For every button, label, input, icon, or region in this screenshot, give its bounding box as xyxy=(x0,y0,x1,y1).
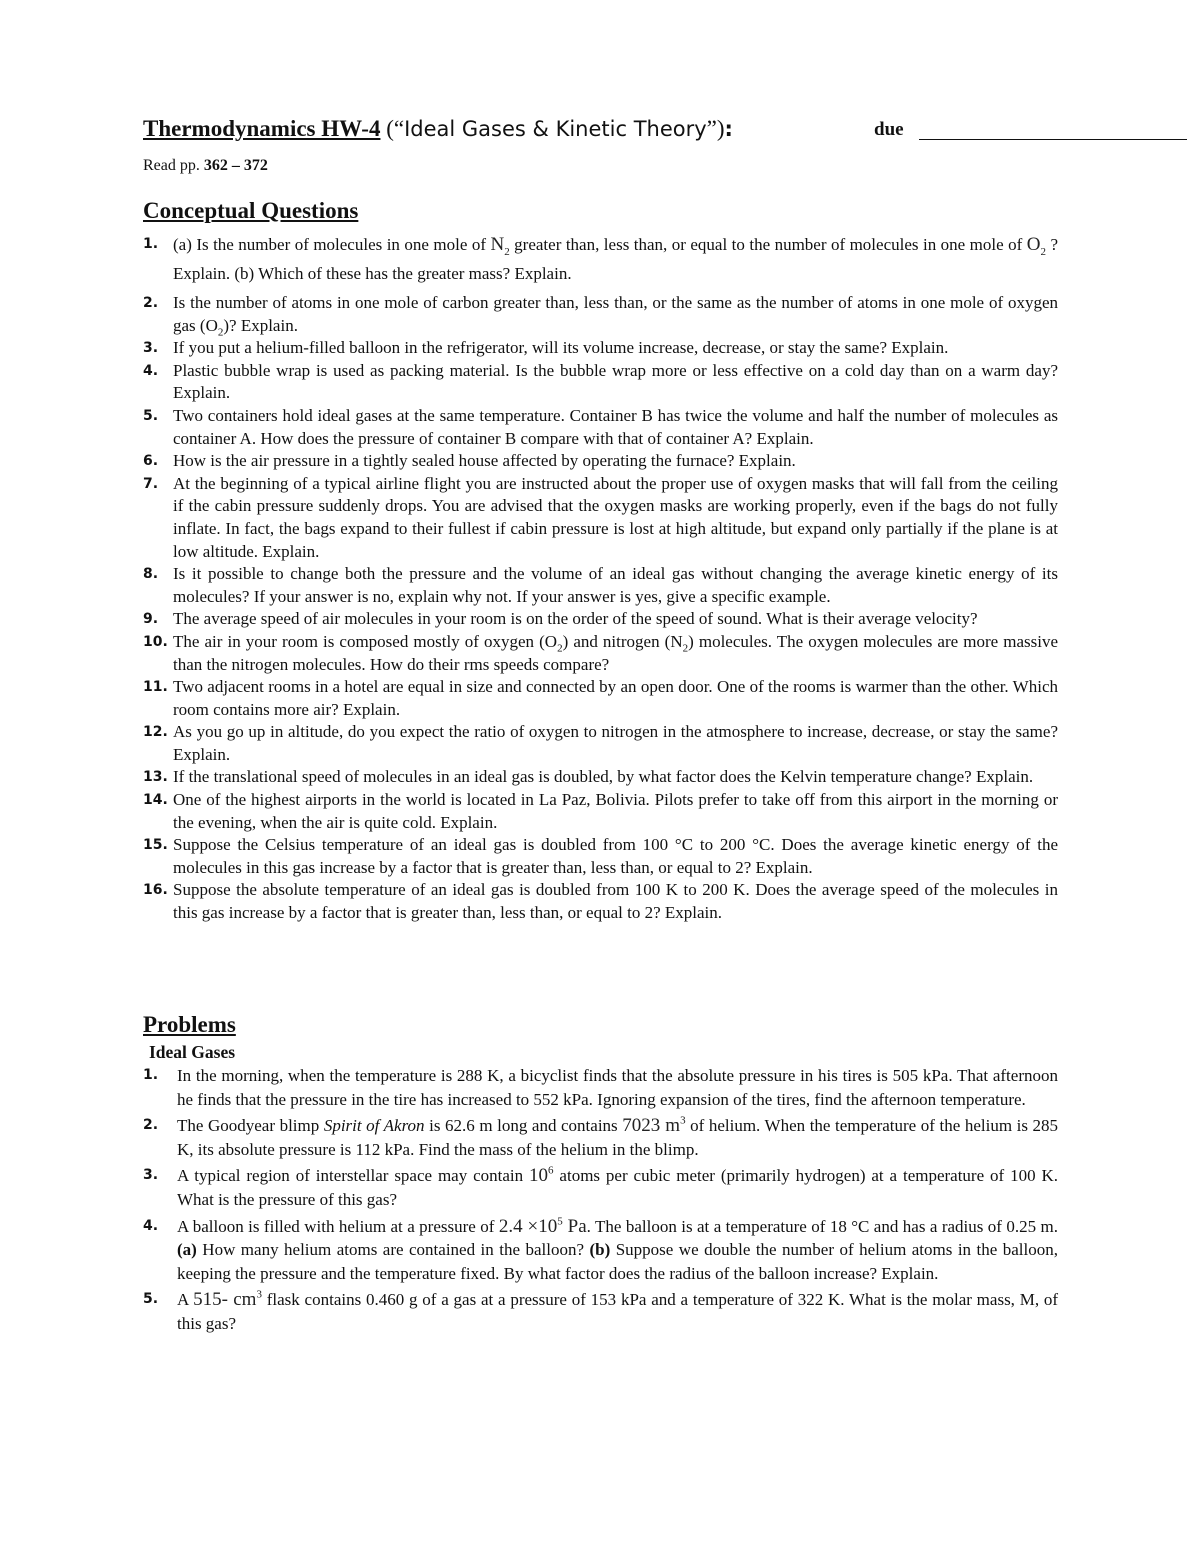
question-number: 10. xyxy=(143,633,168,650)
question-number: 14. xyxy=(143,792,168,809)
question-number: 13. xyxy=(143,769,168,786)
question-number: 4. xyxy=(143,362,159,379)
problem-list xyxy=(143,1064,1058,1336)
due-date-blank xyxy=(919,139,1187,140)
question-number: 11. xyxy=(143,679,168,696)
conceptual-question: 6. How is the air pressure in a tightly sealed house affected by operating the furnace? Explain. xyxy=(143,450,1058,473)
question-number: 15. xyxy=(143,837,168,854)
reading-assignment xyxy=(143,157,268,175)
flask-volume: 515- $cm^3$ xyxy=(193,1289,262,1311)
problem-number: 5. xyxy=(143,1291,159,1308)
title-open: (“ xyxy=(380,116,405,141)
problem-item: 1. In the morning, when the temperature is 288 K, a bicyclist finds that the absolute pressure in his tires is 505 kPa. That afternoon he finds that the pressure in the tire has increased to 552 kPa. Ignoring expansion of the tires, find the afternoon temperature. xyxy=(143,1066,1058,1109)
conceptual-question: 10. The air in your room is composed mostly of oxygen $(O_2)$ and nitrogen $(N_2)$ molecules. The oxygen molecules are more massive than the nitrogen molecules. How do their rms speeds compare? xyxy=(143,631,1059,674)
problem-number: 1. xyxy=(143,1067,159,1083)
conceptual-question: 3. If you put a helium-filled balloon in the refrigerator, will its volume increase, decrease, or stay the same? Explain. xyxy=(143,337,1058,360)
n2-formula: $N_2$ xyxy=(490,234,510,258)
conceptual-question: 1. (a) Is the number of molecules in one mole of $N_2$ greater than, less than, or equal to the number of molecules in one mole of $O_2$ ? Explain. (b) Which of these has the greater mass? Explain. xyxy=(143,230,1058,288)
question-number: 9. xyxy=(143,611,159,628)
problem-item: 4. A balloon is filled with helium at a pressure of $2.4 \times 10^5$ Pa. The balloon is at a temperature of 18 °C and has a radius of 0.25 m. (a) How many helium atoms are contained in the balloon? (b) Suppose we double the number of helium atoms in the balloon, keeping the pressure and the temperature fixed. By what factor does the radius of the balloon increase? Explain. xyxy=(143,1215,1059,1283)
o2-formula: $O_2$ xyxy=(1026,234,1046,258)
page-title xyxy=(143,116,1063,148)
conceptual-question: 16. Suppose the absolute temperature of an ideal gas is doubled from 100 K to 200 K. Does the average speed of the molecules in this gas increase by a factor that is greater than, less than, or equal to 2? Explain. xyxy=(143,880,1058,923)
question-number: 6. xyxy=(143,453,159,470)
conceptual-question: 12. As you go up in altitude, do you expect the ratio of oxygen to nitrogen in the atmosphere to increase, decrease, or stay the same? Explain. xyxy=(143,722,1058,764)
problem-item: 3. A typical region of interstellar space may contain $10^6$ atoms per cubic meter (primarily hydrogen) at a temperature of 100 K. What is the pressure of this gas? xyxy=(143,1165,1058,1209)
problem-item: 2. The Goodyear blimp Spirit of Akron is 62.6 m long and contains 7023 $m^3$ of helium. When the temperature of the helium is 285 K, its absolute pressure is 112 kPa. Find the mass of the helium in the blimp. xyxy=(143,1114,1058,1159)
question-number: 16. xyxy=(143,882,168,899)
question-number: 7. xyxy=(143,475,159,492)
balloon-pressure: $2.4 \times 10^5$ Pa xyxy=(498,1215,587,1237)
reading-prefix: Read pp. xyxy=(143,157,204,174)
blimp-name: Spirit of Akron xyxy=(323,1116,425,1136)
atom-density: $10^6$ xyxy=(529,1165,554,1187)
conceptual-question: 4. Plastic bubble wrap is used as packing material. Is the bubble wrap more or less effective on a cold day than on a warm day? Explain. xyxy=(143,360,1058,403)
due-label: due xyxy=(874,119,904,140)
conceptual-question: 15. Suppose the Celsius temperature of an ideal gas is doubled from 100 °C to 200 °C. Does the average kinetic energy of the molecules in this gas increase by a factor that is greater than, less than, or equal to 2? Explain. xyxy=(143,835,1058,877)
title-topic: Ideal Gases & Kinetic Theory xyxy=(404,117,707,141)
question-number: 1. xyxy=(143,236,159,252)
question-number: 8. xyxy=(143,566,159,583)
conceptual-question-list xyxy=(143,230,1058,925)
title-colon: : xyxy=(724,117,733,141)
question-number: 2. xyxy=(143,295,159,311)
question-number: 3. xyxy=(143,340,159,357)
problem-number: 4. xyxy=(143,1217,159,1234)
helium-volume: 7023 $m^3$ xyxy=(622,1114,686,1137)
title-main: Thermodynamics HW-4 xyxy=(143,116,381,141)
conceptual-question: 11. Two adjacent rooms in a hotel are equal in size and connected by an open door. One of the rooms is warmer than the other. Which room contains more air? Explain. xyxy=(143,677,1058,719)
ideal-gases-subheading: Ideal Gases xyxy=(149,1042,236,1062)
conceptual-question: 14. One of the highest airports in the world is located in La Paz, Bolivia. Pilots prefer to take off from this airport in the morning or the evening, when the air is quite cold. Explain. xyxy=(143,790,1058,832)
reading-pages: 362 – 372 xyxy=(203,157,268,174)
conceptual-question: 2. Is the number of atoms in one mole of carbon greater than, less than, or the same as the number of atoms in one mole of oxygen gas $(O_2)$? Explain. xyxy=(143,293,1058,338)
problems-heading: Problems xyxy=(143,1012,236,1037)
title-close: ”) xyxy=(706,116,725,141)
question-number: 12. xyxy=(143,724,168,741)
conceptual-heading: Conceptual Questions xyxy=(143,198,359,223)
question-number: 5. xyxy=(143,407,159,424)
conceptual-question: 8. Is it possible to change both the pressure and the volume of an ideal gas without changing the average kinetic energy of its molecules? If your answer is no, explain why not. If your answer is yes, give a specific example. xyxy=(143,564,1058,606)
conceptual-question: 13. If the translational speed of molecules in an ideal gas is doubled, by what factor does the Kelvin temperature change? Explain. xyxy=(143,766,1058,789)
conceptual-question: 5. Two containers hold ideal gases at the same temperature. Container B has twice the volume and half the number of molecules as container A. How does the pressure of container B compare with that of container A? Explain. xyxy=(143,405,1058,448)
problem-item: 5. A 515- $cm^3$ flask contains 0.460 g of a gas at a pressure of 153 kPa and a temperature of 322 K. What is the molar mass, M, of this gas? xyxy=(143,1289,1059,1333)
conceptual-question: 7. At the beginning of a typical airline flight you are instructed about the proper use of oxygen masks that will fall from the ceiling if the cabin pressure suddenly drops. You are advised that the oxygen masks are working properly, even if the bags do not fully inflate. In fact, the bags expand to their fullest if cabin pressure is lost at high altitude, but expand only partially if the plane is at low altitude. Explain. xyxy=(143,473,1058,561)
problem-number: 2. xyxy=(143,1117,159,1134)
conceptual-question: 9. The average speed of air molecules in your room is on the order of the speed of sound. What is their average velocity? xyxy=(143,608,1058,631)
problem-number: 3. xyxy=(143,1167,159,1184)
